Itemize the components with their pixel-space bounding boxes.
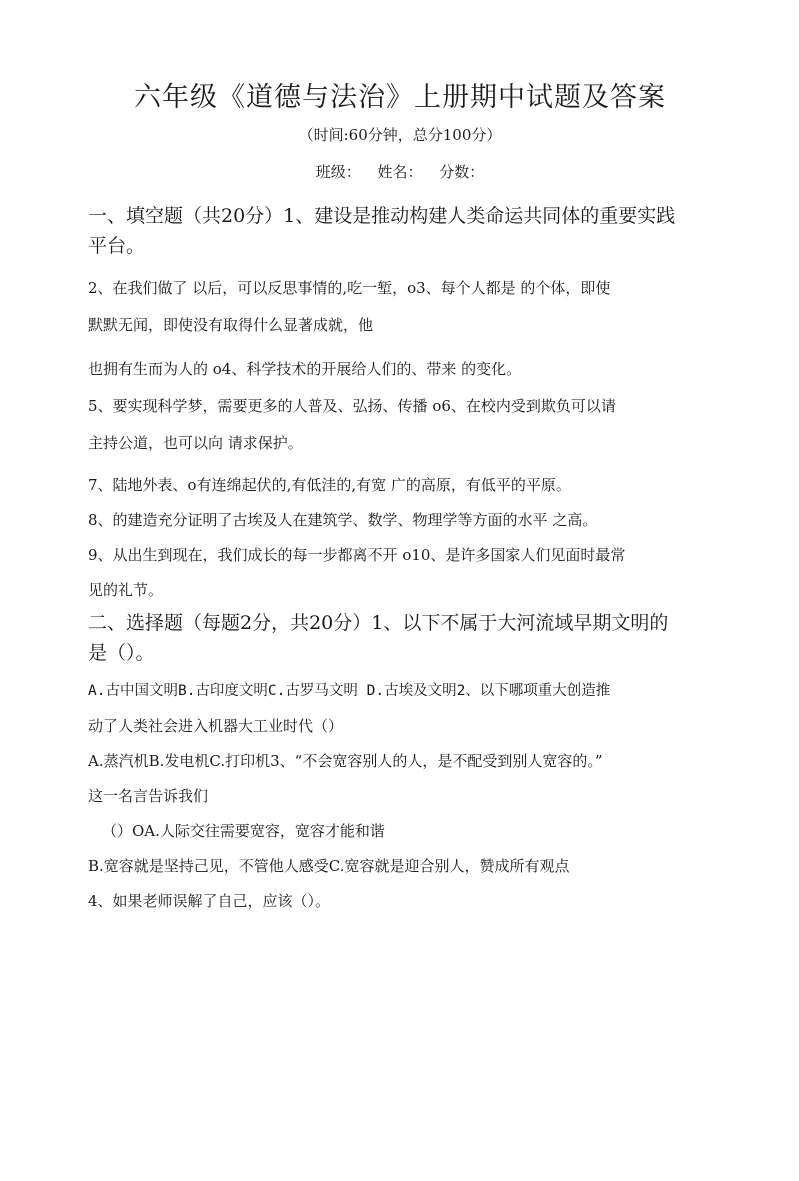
choice-q3-options-b-c: B.宽容就是坚持己见，不管他人感受C.宽容就是迎合别人，赞成所有观点 xyxy=(88,857,570,875)
question-8: 8、的建造充分证明了古埃及人在建筑学、数学、物理学等方面的水平 之高。 xyxy=(88,511,598,529)
exam-title: 六年级《道德与法治》上册期中试题及答案 xyxy=(134,82,666,113)
choice-q2-options-line2: 这一名言告诉我们 xyxy=(88,787,209,805)
choice-q2-options-line1: A.蒸汽机B.发电机C.打印机3、“不会宽容别人的人，是不配受到别人宽容的。” xyxy=(88,752,603,770)
question-3-continuation: 也拥有生而为人的 o4、科学技术的开展给人们的、带来 的变化。 xyxy=(88,360,522,378)
score-label: 分数： xyxy=(439,163,485,181)
section2-heading-line1: 二、选择题（每题2分，共20分）1、以下不属于大河流域早期文明的 xyxy=(88,612,669,634)
question-2-line1: 2、在我们做了 以后，可以反思事情的,吃一堑，o3、每个人都是 的个体，即使 xyxy=(88,279,611,297)
choice-q1-options-line1: A.古中国文明B.古印度文明C.古罗马文明 D.古埃及文明2、以下哪项重大创造推 xyxy=(88,683,611,699)
exam-subtitle: （时间:60分钟，总分100分） xyxy=(298,126,502,144)
question-9-line2: 见的礼节。 xyxy=(88,581,164,599)
class-label: 班级： xyxy=(315,163,361,181)
choice-q3-option-a: （）OA.人际交往需要宽容，宽容才能和谐 xyxy=(102,822,385,840)
question-5-line1: 5、要实现科学梦，需要更多的人普及、弘扬、传播 o6、在校内受到欺负可以请 xyxy=(88,397,616,415)
section2-heading-line2: 是（）。 xyxy=(88,642,155,664)
exam-body xyxy=(88,201,718,919)
student-info-line xyxy=(0,161,800,183)
section1-heading-line1: 一、填空题（共20分）1、建设是推动构建人类命运共同体的重要实践 xyxy=(88,205,676,227)
question-7: 7、陆地外表、o有连绵起伏的,有低洼的,有宽 广的高原，有低平的平原。 xyxy=(88,476,571,494)
name-label: 姓名： xyxy=(377,163,423,181)
question-5-line2: 主持公道，也可以向 请求保护。 xyxy=(88,434,303,452)
question-2-line2: 默默无闻，即使没有取得什么显著成就，他 xyxy=(88,316,374,334)
question-9-line1: 9、从出生到现在，我们成长的每一步都离不开 o10、是许多国家人们见面时最常 xyxy=(88,546,626,564)
choice-q4: 4、如果老师误解了自己，应该（）。 xyxy=(88,892,331,910)
section1-heading-line2: 平台。 xyxy=(88,235,146,257)
choice-q1-options-line2: 动了人类社会进入机器大工业时代（） xyxy=(88,717,344,735)
